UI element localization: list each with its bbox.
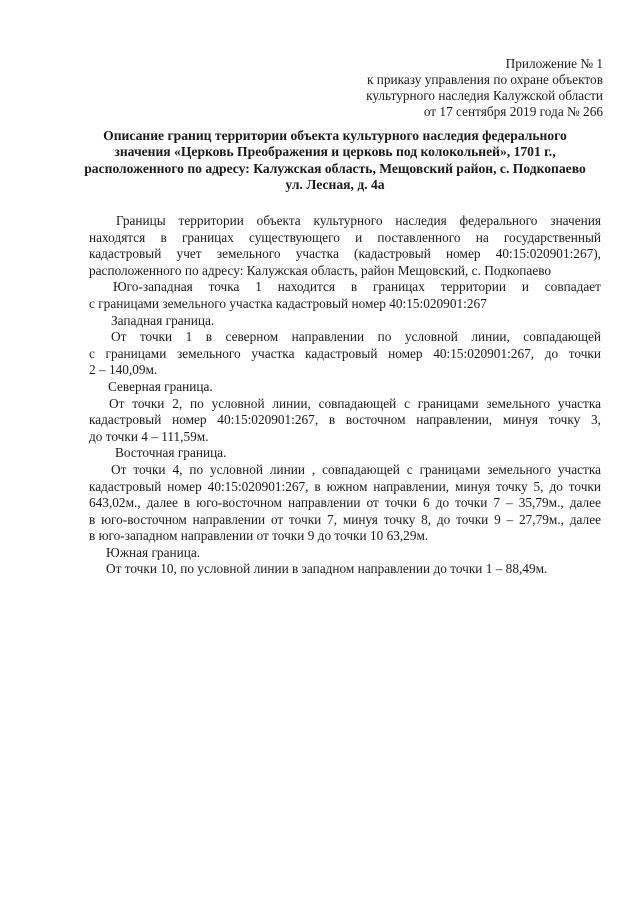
title-line: расположенного по адресу: Калужская область, Мещовский район, с. Подкопаево [84,160,586,176]
section-heading-west: Западная граница. [111,312,215,328]
paragraph-line: с границами земельного участка кадастровый номер 40:15:020901:267, до точки [89,345,601,361]
paragraph-line: Юго-западная точка 1 находится в границах территории и совпадает [113,279,601,295]
document-title [70,128,600,194]
paragraph-line: в юго-западном направлении от точки 9 до точки 10 63,29м. [89,528,429,544]
paragraph-line: в юго-восточном направлении от точки 7, минуя точку 8, до точки 9 – 27,79м., далее [89,511,601,527]
paragraph-line: кадастровый номер 40:15:020901:267, в восточном направлении, минуя точку 3, [89,412,601,428]
paragraph-line: кадастровый учет земельного участка (кадастровый номер 40:15:020901:267), [89,246,601,262]
title-line: ул. Лесная, д. 4а [285,177,385,193]
title-line: значения «Церковь Преображения и церковь под колокольней», 1701 г., [114,144,556,160]
appendix-header [303,56,603,120]
paragraph-line: с границами земельного участка кадастровый номер 40:15:020901:267 [89,295,487,311]
document-body [89,213,601,578]
paragraph-line: расположенного по адресу: Калужская область, район Мещовский, с. Подкопаево [89,262,552,278]
paragraph-line: 643,02м., далее в юго-восточном направлении от точки 6 до точки 7 – 35,79м., далее [89,495,601,511]
paragraph-line: От точки 2, по условной линии, совпадающей с границами земельного участка [109,395,601,411]
title-line: Описание границ территории объекта культурного наследия федерального [103,128,567,143]
appendix-line: к приказу управления по охране объектов [366,72,603,87]
paragraph-line: От точки 1 в северном направлении по условной линии, совпадающей [111,329,601,345]
section-heading-north: Северная граница. [108,378,213,394]
paragraph-line: 2 – 140,09м. [89,362,158,378]
section-heading-east: Восточная граница. [115,445,227,461]
paragraph-line: От точки 4, по условной линии , совпадающей с границами земельного участка [111,461,601,477]
paragraph-line: От точки 10, по условной линии в западном направлении до точки 1 – 88,49м. [106,561,548,577]
appendix-line: культурного наследия Калужской области [366,88,603,103]
section-heading-south: Южная граница. [106,544,201,560]
paragraph-line: до точки 4 – 111,59м. [89,428,209,444]
paragraph-line: кадастровый номер 40:15:020901:267, в южном направлении, минуя точку 5, до точки [89,478,601,494]
appendix-line: Приложение № 1 [505,56,603,71]
paragraph-line: находятся в границах существующего и поставленного на государственный [89,229,601,245]
paragraph-line: Границы территории объекта культурного наследия федерального значения [116,213,601,228]
appendix-line: от 17 сентября 2019 года № 266 [423,104,603,119]
